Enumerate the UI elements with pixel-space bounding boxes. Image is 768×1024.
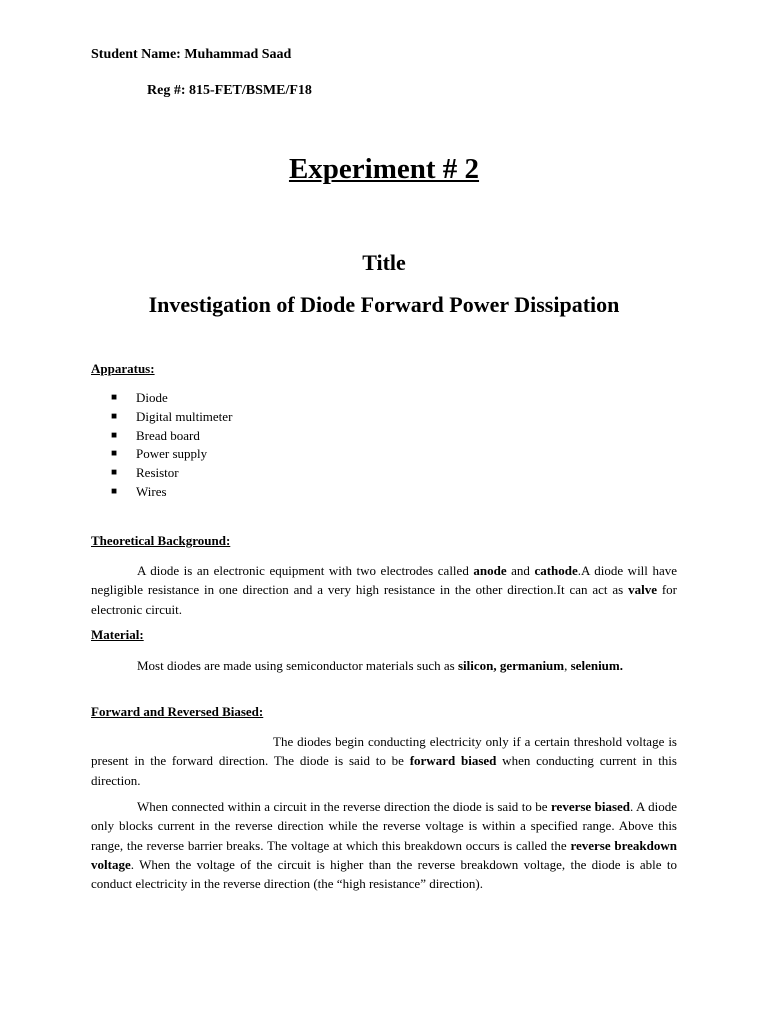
square-bullet-icon: ■ xyxy=(111,392,118,403)
list-item: ■ Power supply xyxy=(91,445,232,464)
square-bullet-icon: ■ xyxy=(111,410,118,422)
square-bullet-icon: ■ xyxy=(111,467,118,479)
apparatus-list xyxy=(91,389,232,502)
list-item: ■ Resistor xyxy=(91,464,232,483)
square-bullet-icon: ■ xyxy=(111,448,118,460)
square-bullet-icon: ■ xyxy=(111,429,118,441)
material-paragraph: Most diodes are made using semiconductor materials such as silicon, germanium, selenium. xyxy=(137,658,623,673)
list-item: ■ Bread board xyxy=(91,427,232,446)
registration-number: Reg #: 815-FET/BSME/F18 xyxy=(147,83,312,98)
list-item: ■ Digital multimeter xyxy=(91,408,232,427)
reverse-paragraph: When connected within a circuit in the reverse direction the diode is said to be reverse biased. A diode only blocks current in the reverse direction while the reverse voltage is within a specified range. Above this range, the reverse barrier breaks. The voltage at which this breakdown occurs is called the reverse breakdown voltage. When the voltage of the circuit is higher than the reverse breakdown voltage, the diode is able to conduct electricity in the reverse direction (the “high resistance” direction). xyxy=(91,799,678,892)
material-heading: Material: xyxy=(91,627,144,642)
document-title: Investigation of Diode Forward Power Dissipation xyxy=(148,292,620,317)
square-bullet-icon: ■ xyxy=(111,485,118,497)
list-item: ■ Wires xyxy=(91,483,232,502)
forward-paragraph: The diodes begin conducting electricity only if a certain threshold voltage is present in the forward direction. The diode is said to be forward biased when conducting current in this direction. xyxy=(91,734,677,788)
experiment-heading: Experiment # 2 xyxy=(288,153,480,185)
apparatus-heading: Apparatus: xyxy=(91,361,155,376)
student-name: Student Name: Muhammad Saad xyxy=(91,47,292,62)
theory-paragraph: A diode is an electronic equipment with two electrodes called anode and cathode.A diode will have negligible resistance in one direction and a very high resistance in the other direction.It can act as valve for electronic circuit. xyxy=(91,563,677,617)
theoretical-background-heading: Theoretical Background: xyxy=(91,533,231,548)
forward-reverse-heading: Forward and Reversed Biased: xyxy=(91,704,264,719)
list-item: ■ Diode xyxy=(91,389,232,408)
title-label: Title xyxy=(362,250,406,275)
